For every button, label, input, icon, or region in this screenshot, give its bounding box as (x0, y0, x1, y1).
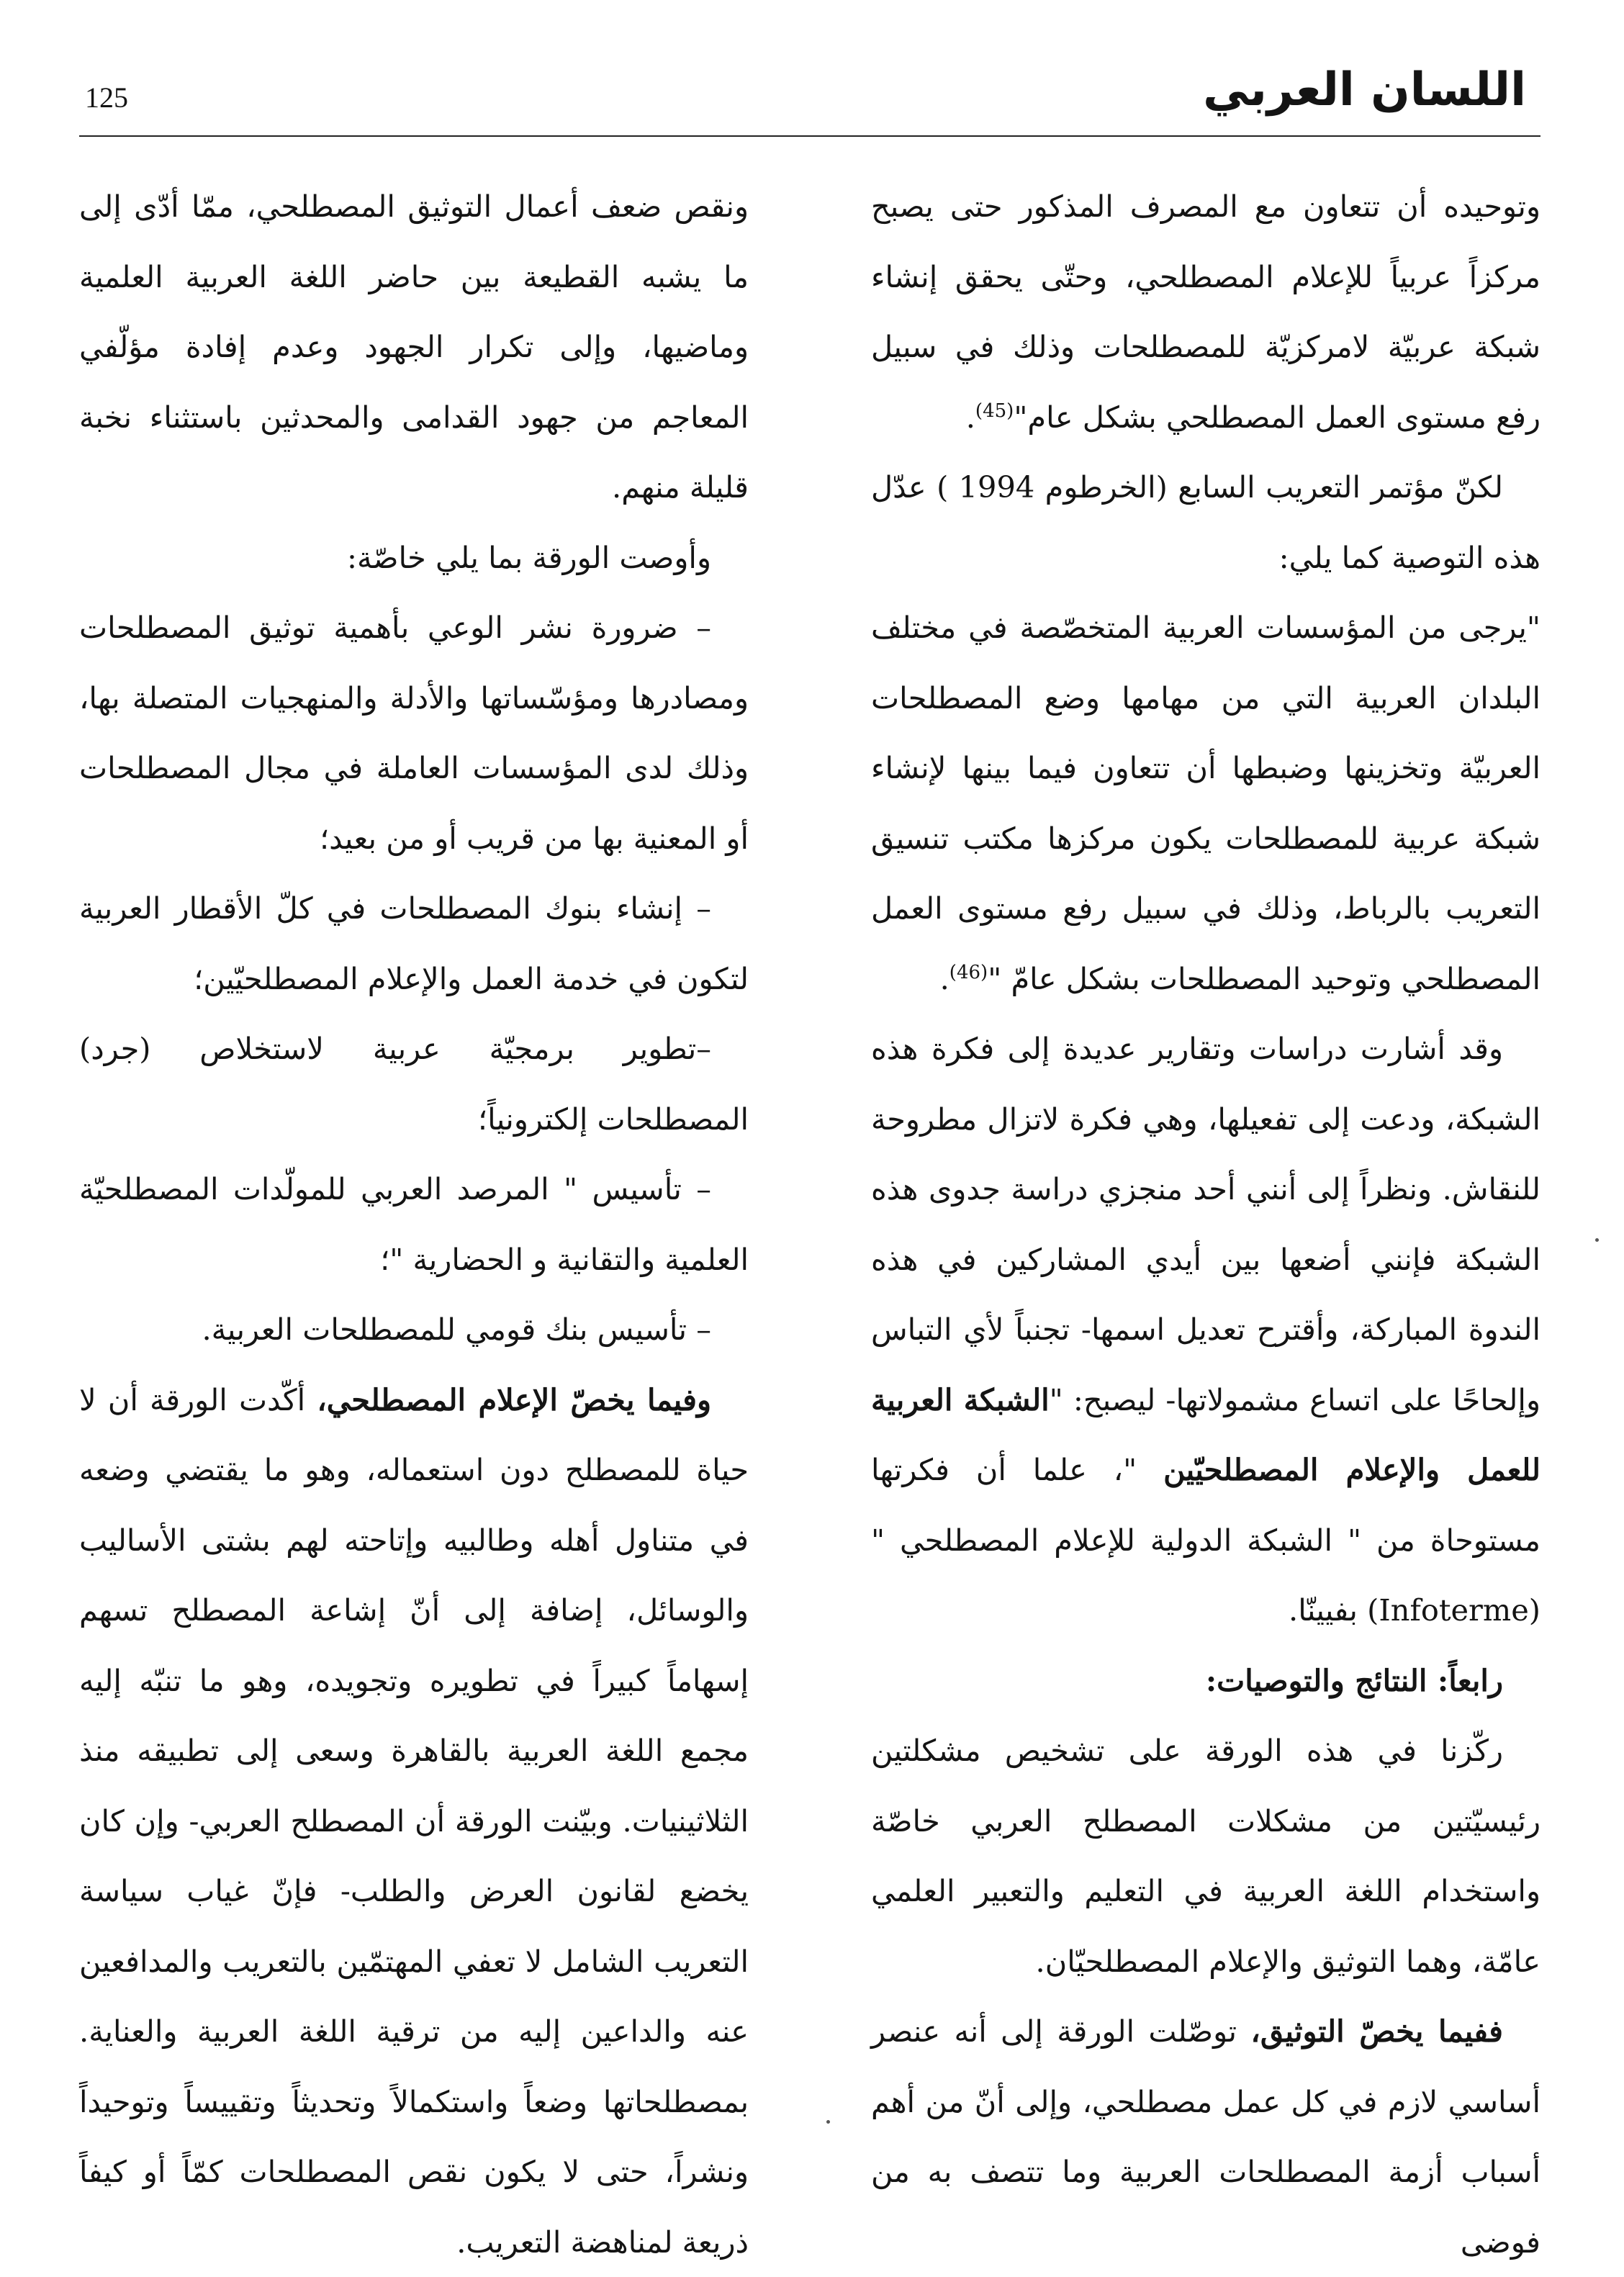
paragraph: وقد أشارت دراسات وتقارير عديدة إلى فكرة هذه الشبكة، ودعت إلى تفعيلها، وهي فكرة لاتزال مطروحة للنقاش. ونظراً إلى أنني أحد منجزي دراسة جدوى هذه الشبكة فإنني أضعها بين أيدي المشاركين في هذه الندوة المباركة، وأقترح تعديل اسمها- تجنباً لأي التباس وإلحاحًا على اتساع مشمولاتها- ليصبح: "الشبكة العربية للعمل والإعلام المصطلحيّين "، علما أن فكرتها مستوحاة من " الشبكة الدولية للإعلام المصطلحي " (Infoterme) بفيينّا. (871, 1014, 1540, 1646)
list-item: – ضرورة نشر الوعي بأهمية توثيق المصطلحات ومصادرها ومؤسّساتها والأدلة والمنهجيات المتصلة بها، وذلك لدى المؤسسات العاملة في مجال المصطلحات أو المعنية بها من قريب أو من بعيد؛ (79, 592, 749, 873)
right-column (871, 171, 1540, 2277)
journal-title: اللسان العربي (1203, 63, 1526, 117)
list-item: – تأسيس " المرصد العربي للمولّدات المصطلحيّة العلمية والتقانية و الحضارية "؛ (79, 1154, 749, 1294)
inline-heading: وفيما يخصّ الإعلام المصطلحي، (317, 1382, 711, 1417)
header-rule (79, 135, 1540, 137)
latin-term: (Infoterme) (1367, 1592, 1540, 1628)
network-name: الشبكة العربية للعمل والإعلام المصطلحيّين (871, 1382, 1540, 1488)
quote-paragraph: "يرجى من المؤسسات العربية المتخصّصة في مختلف البلدان العربية التي من مهامها وضع المصطلحات العربيّة وتخزينها وضبطها أن تتعاون فيما بينها لإنشاء شبكة عربية للمصطلحات يكون مركزها مكتب تنسيق التعريب بالرباط، وذلك في سبيل رفع مستوى العمل المصطلحي وتوحيد المصطلحات بشكل عامّ "$^{(46)}$. (871, 592, 1540, 1014)
scan-speck (826, 2120, 830, 2124)
paragraph: وتوحيده أن تتعاون مع المصرف المذكور حتى يصبح مركزاً عربياً للإعلام المصطلحي، وحتّى يحقق إنشاء شبكة عربيّة لامركزيّة للمصطلحات وذلك في سبيل رفع مستوى العمل المصطلحي بشكل عام"$^{(45)}$. (871, 171, 1540, 452)
list-item: – تأسيس بنك قومي للمصطلحات العربية. (79, 1294, 749, 1365)
scan-speck (1595, 1238, 1599, 1242)
paragraph: لكنّ مؤتمر التعريب السابع (الخرطوم 1994 ) عدّل هذه التوصية كما يلي: (871, 452, 1540, 592)
paragraph: ففيما يخصّ التوثيق، توصّلت الورقة إلى أنه عنصر أساسي لازم في كل عمل مصطلحي، وإلى أنّ من أهم أسباب أزمة المصطلحات العربية وما تتصف به من فوضى (871, 1996, 1540, 2277)
footnote-ref: (46) (949, 962, 988, 983)
list-item: –تطوير برمجيّة عربية لاستخلاص (جرد) المصطلحات إلكترونياً؛ (79, 1014, 749, 1154)
page-number: 125 (85, 81, 128, 114)
inline-heading: ففيما يخصّ التوثيق، (1250, 2014, 1503, 2049)
paragraph: وفيما يخصّ الإعلام المصطلحي، أكّدت الورقة أن لا حياة للمصطلح دون استعماله، وهو ما يقتضي وضعه في متناول أهله وطالبيه وإتاحته لهم بشتى الأساليب والوسائل، إضافة إلى أنّ إشاعة المصطلح تسهم إسهاماً كبيراً في تطويره وتجويده، وهو ما تنبّه إليه مجمع اللغة العربية بالقاهرة وسعى إلى تطبيقه منذ الثلاثينيات. وبيّنت الورقة أن المصطلح العربي- وإن كان يخضع لقانون العرض والطلب- فإنّ غياب سياسة التعريب الشامل لا تعفي المهتمّين بالتعريب والمدافعين عنه والداعين إليه من ترقية اللغة العربية والعناية. بمصطلحاتها وضعاً واستكمالاً وتحديثاً وتقييساً وتوحيداً ونشراً، حتى لا يكون نقص المصطلحات كمّاً أو كيفاً ذريعة لمناهضة التعريب. (79, 1365, 749, 2277)
section-heading: رابعاً: النتائج والتوصيات: (871, 1646, 1540, 1716)
left-column (79, 171, 749, 2277)
list-item: – إنشاء بنوك المصطلحات في كلّ الأقطار العربية لتكون في خدمة العمل والإعلام المصطلحيّين؛ (79, 873, 749, 1014)
paragraph: ونقص ضعف أعمال التوثيق المصطلحي، ممّا أدّى إلى ما يشبه القطيعة بين حاضر اللغة العربية العلمية وماضيها، وإلى تكرار الجهود وعدم إفادة مؤلّفي المعاجم من جهود القدامى والمحدثين باستثناء نخبة قليلة منهم. (79, 171, 749, 523)
paragraph: ركّزنا في هذه الورقة على تشخيص مشكلتين رئيسيّتين من مشكلات المصطلح العربي خاصّة واستخدام اللغة العربية في التعليم والتعبير العلمي عامّة، وهما التوثيق والإعلام المصطلحيّان. (871, 1715, 1540, 1996)
footnote-ref: (45) (975, 400, 1014, 422)
page-header (79, 43, 1540, 137)
paragraph: وأوصت الورقة بما يلي خاصّة: (79, 523, 749, 593)
